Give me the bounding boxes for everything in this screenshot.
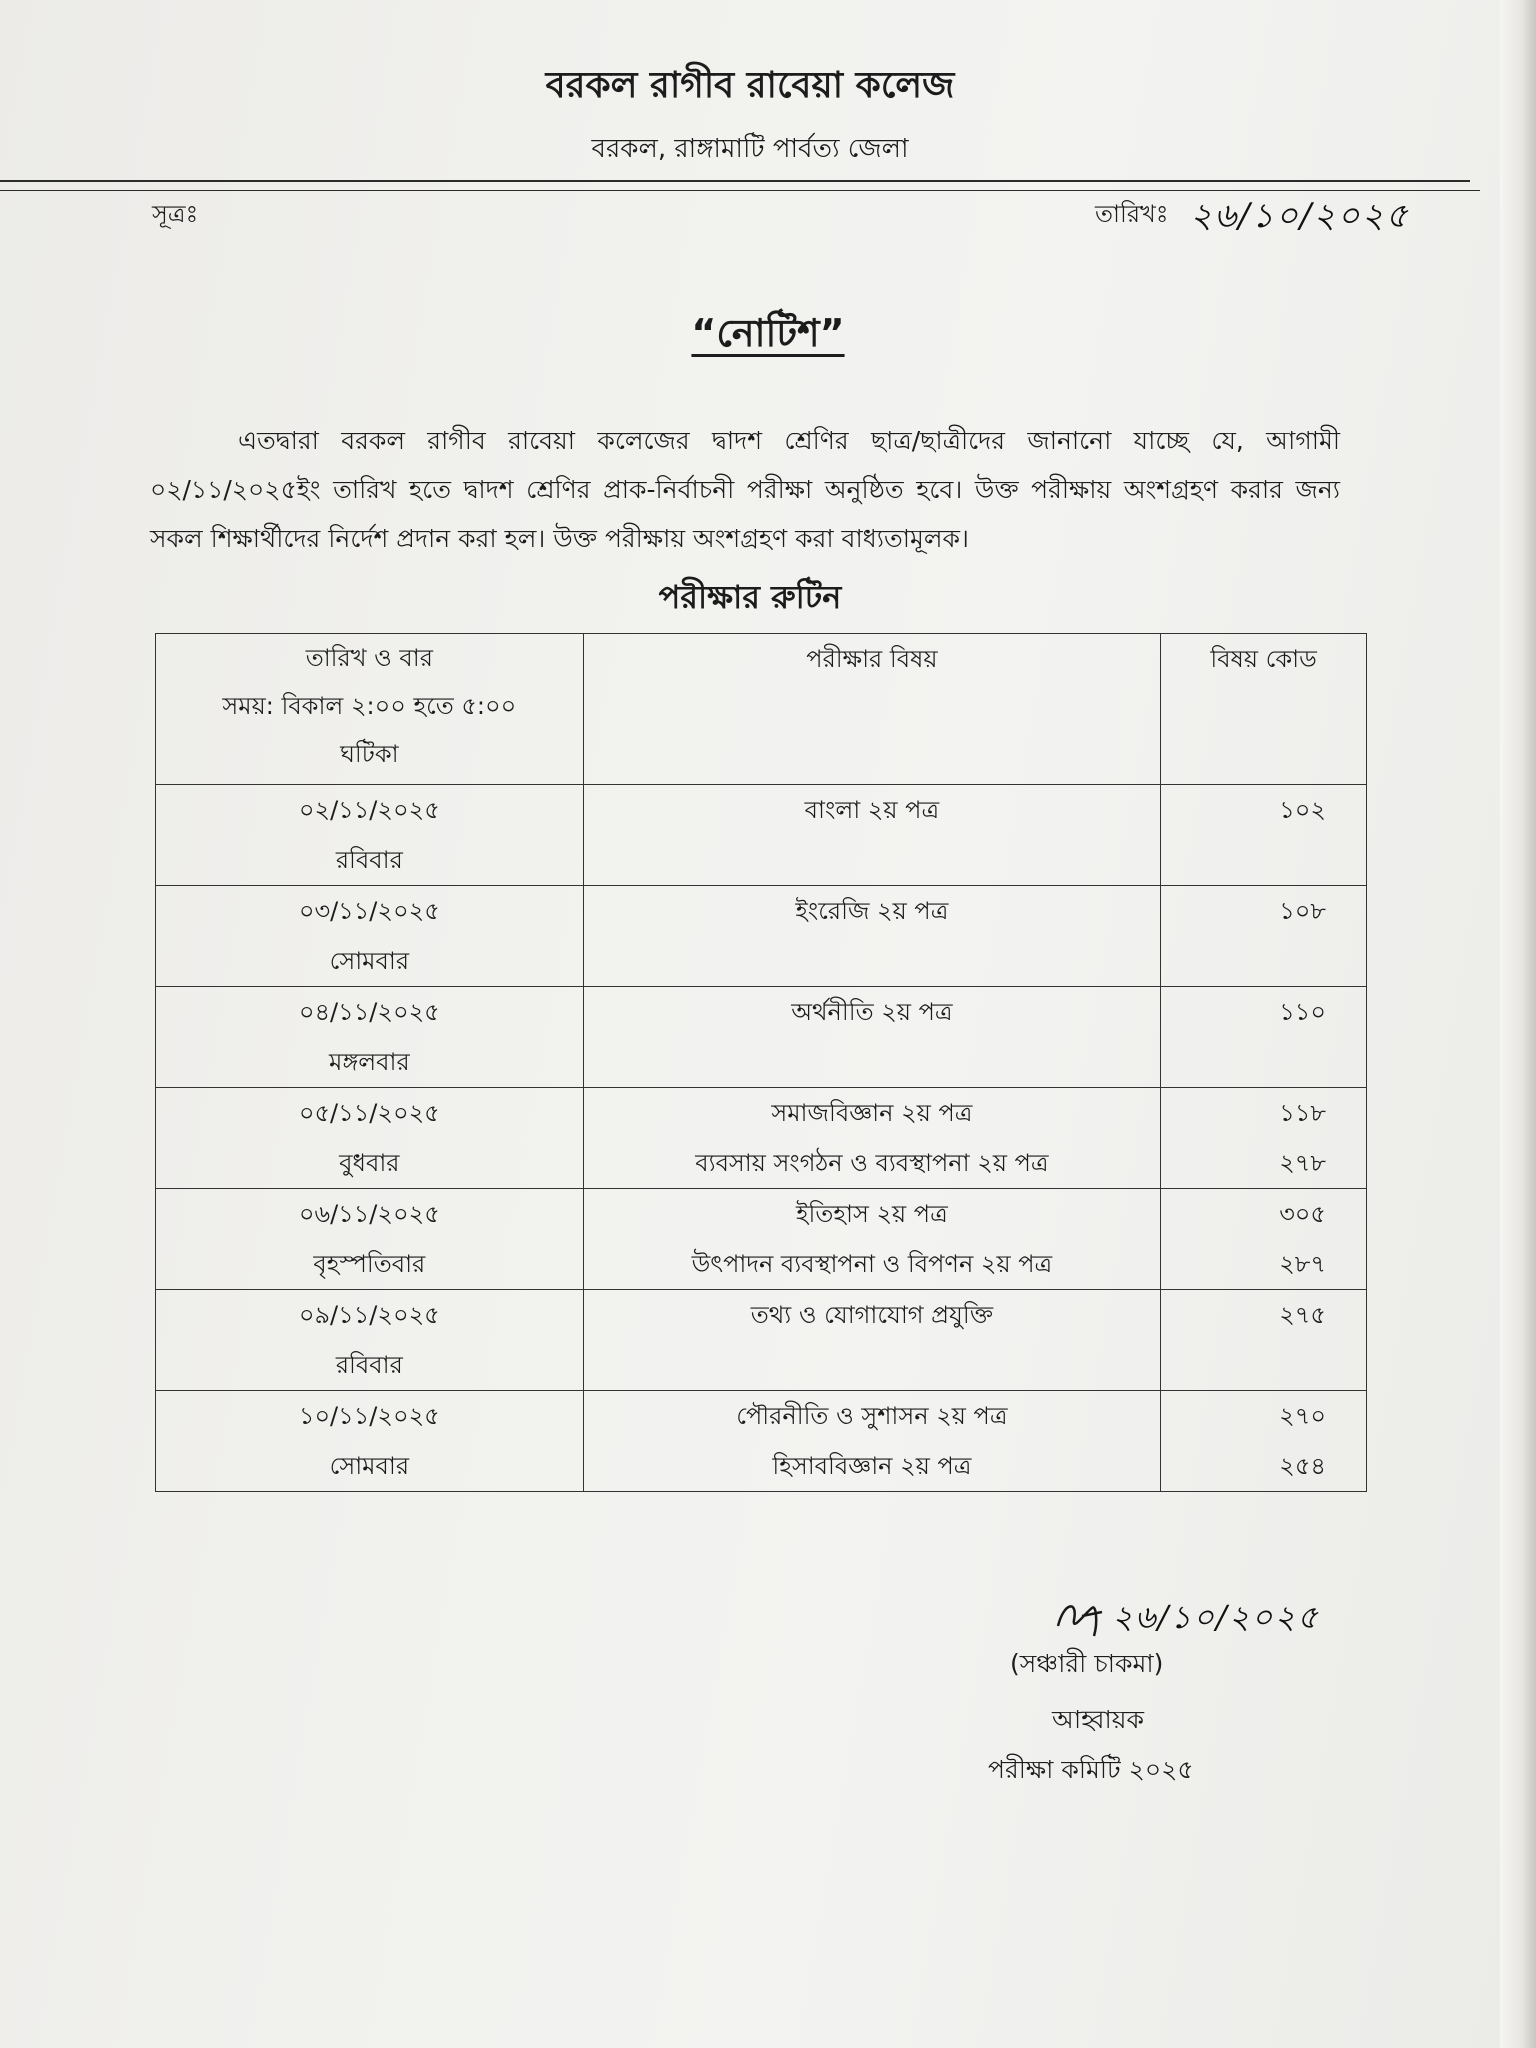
table-row bbox=[156, 785, 1367, 886]
subject-name: ইংরেজি ২য় পত্র bbox=[795, 897, 949, 925]
reference-label: সূত্রঃ bbox=[152, 200, 199, 228]
exam-date: ০৩/১১/২০২৫ bbox=[298, 897, 440, 925]
subject-cell bbox=[583, 1189, 1160, 1290]
subject-code: ২৭৮ bbox=[1279, 1149, 1326, 1177]
signature-date: ২৬/১০/২০২৫ bbox=[1112, 1598, 1320, 1636]
date-cell bbox=[156, 1088, 584, 1189]
subject-code: ১০৮ bbox=[1279, 897, 1326, 925]
exam-day: বৃহস্পতিবার bbox=[313, 1250, 426, 1278]
signatory-name: (সঞ্চারী চাকমা) bbox=[1010, 1649, 1164, 1678]
code-cell bbox=[1161, 987, 1367, 1088]
table-header-row bbox=[156, 634, 1367, 785]
date-cell bbox=[156, 987, 584, 1088]
subject-name: ইতিহাস ২য় পত্র bbox=[796, 1200, 948, 1228]
subject-name: ব্যবসায় সংগঠন ও ব্যবস্থাপনা ২য় পত্র bbox=[695, 1149, 1049, 1177]
header-date-line: তারিখ ও বার bbox=[305, 644, 433, 672]
header-time-line: সময়: বিকাল ২:০০ হতে ৫:০০ bbox=[222, 692, 517, 720]
code-cell bbox=[1161, 785, 1367, 886]
subject-name: হিসাববিজ্ঞান ২য় পত্র bbox=[772, 1452, 972, 1480]
exam-day: মঙ্গলবার bbox=[329, 1048, 410, 1076]
exam-date: ০৬/১১/২০২৫ bbox=[298, 1200, 440, 1228]
exam-day: বুধবার bbox=[339, 1149, 400, 1177]
exam-day: সোমবার bbox=[329, 947, 410, 975]
subject-code: ১১০ bbox=[1279, 998, 1326, 1026]
exam-day: রবিবার bbox=[335, 1351, 403, 1379]
subject-cell bbox=[583, 886, 1160, 987]
subject-name: উৎপাদন ব্যবস্থাপনা ও বিপণন ২য় পত্র bbox=[691, 1250, 1053, 1278]
subject-name: বাংলা ২য় পত্র bbox=[804, 796, 940, 824]
exam-day: সোমবার bbox=[329, 1452, 410, 1480]
table-row bbox=[156, 886, 1367, 987]
subject-cell bbox=[583, 987, 1160, 1088]
header-code-cell: বিষয় কোড bbox=[1161, 634, 1367, 785]
subject-cell bbox=[583, 1290, 1160, 1391]
subject-code: ২৮৭ bbox=[1279, 1250, 1326, 1278]
table-row bbox=[156, 1391, 1367, 1492]
table-row bbox=[156, 987, 1367, 1088]
subject-name: অর্থনীতি ২য় পত্র bbox=[791, 998, 953, 1026]
subject-name: তথ্য ও যোগাযোগ প্রযুক্তি bbox=[750, 1301, 994, 1329]
code-cell bbox=[1161, 1391, 1367, 1492]
date-cell bbox=[156, 1391, 584, 1492]
subject-code: ২৭০ bbox=[1279, 1402, 1326, 1430]
subject-code: ২৫৪ bbox=[1279, 1452, 1326, 1480]
routine-title: পরীক্ষার রুটিন bbox=[658, 578, 842, 616]
committee-name: পরীক্ষা কমিটি ২০২৫ bbox=[988, 1755, 1194, 1784]
date-cell bbox=[156, 785, 584, 886]
code-cell bbox=[1161, 1189, 1367, 1290]
exam-routine-table bbox=[155, 633, 1367, 1492]
subject-code: ২৭৫ bbox=[1279, 1301, 1326, 1329]
date-cell bbox=[156, 886, 584, 987]
table-row bbox=[156, 1088, 1367, 1189]
exam-date: ১০/১১/২০২৫ bbox=[298, 1402, 440, 1430]
college-location: বরকল, রাঙ্গামাটি পার্বত্য জেলা bbox=[591, 134, 909, 164]
exam-date: ০২/১১/২০২৫ bbox=[298, 796, 440, 824]
code-cell bbox=[1161, 1290, 1367, 1391]
table-row bbox=[156, 1290, 1367, 1391]
exam-day: রবিবার bbox=[335, 846, 403, 874]
subject-cell bbox=[583, 1391, 1160, 1492]
exam-date: ০৯/১১/২০২৫ bbox=[298, 1301, 440, 1329]
exam-date: ০৫/১১/২০২৫ bbox=[298, 1099, 440, 1127]
subject-cell bbox=[583, 785, 1160, 886]
signatory-role: আহ্বায়ক bbox=[1052, 1705, 1144, 1734]
table-body bbox=[156, 785, 1367, 1492]
header-time-unit: ঘটিকা bbox=[340, 740, 399, 768]
header-subject-cell: পরীক্ষার বিষয় bbox=[583, 634, 1160, 785]
subject-name: পৌরনীতি ও সুশাসন ২য় পত্র bbox=[736, 1402, 1008, 1430]
exam-date: ০৪/১১/২০২৫ bbox=[298, 998, 440, 1026]
table-row bbox=[156, 1189, 1367, 1290]
subject-code: ১০২ bbox=[1279, 796, 1326, 824]
subject-cell bbox=[583, 1088, 1160, 1189]
subject-code: ৩০৫ bbox=[1279, 1200, 1326, 1228]
header-date-cell bbox=[156, 634, 584, 785]
date-cell bbox=[156, 1290, 584, 1391]
date-cell bbox=[156, 1189, 584, 1290]
notice-body: এতদ্বারা বরকল রাগীব রাবেয়া কলেজের দ্বাদশ শ্রেণির ছাত্র/ছাত্রীদের জানানো যাচ্ছে যে, আগামী ০২/১১/২০২৫ইং তারিখ হতে দ্বাদশ শ্রেণির প্রাক-নির্বাচনী পরীক্ষা অনুষ্ঠিত হবে। উক্ত পরীক্ষায় অংশগ্রহণ করার জন্য সকল শিক্ষার্থীদের নির্দেশ প্রদান করা হল। উক্ত পরীক্ষায় অংশগ্রহণ করা বাধ্যতামূলক। bbox=[150, 426, 1340, 553]
handwritten-date: ২৬/১০/২০২৫ bbox=[1190, 196, 1410, 236]
college-name: বরকল রাগীব রাবেয়া কলেজ bbox=[545, 65, 955, 106]
header-divider bbox=[0, 180, 1470, 182]
code-cell bbox=[1161, 886, 1367, 987]
date-label: তারিখঃ bbox=[1095, 200, 1169, 228]
notice-title bbox=[0, 304, 1536, 368]
code-cell bbox=[1161, 1088, 1367, 1189]
notice-title-text: “নোটিশ” bbox=[691, 311, 845, 355]
subject-name: সমাজবিজ্ঞান ২য় পত্র bbox=[771, 1099, 973, 1127]
subject-code: ১১৮ bbox=[1279, 1099, 1326, 1127]
